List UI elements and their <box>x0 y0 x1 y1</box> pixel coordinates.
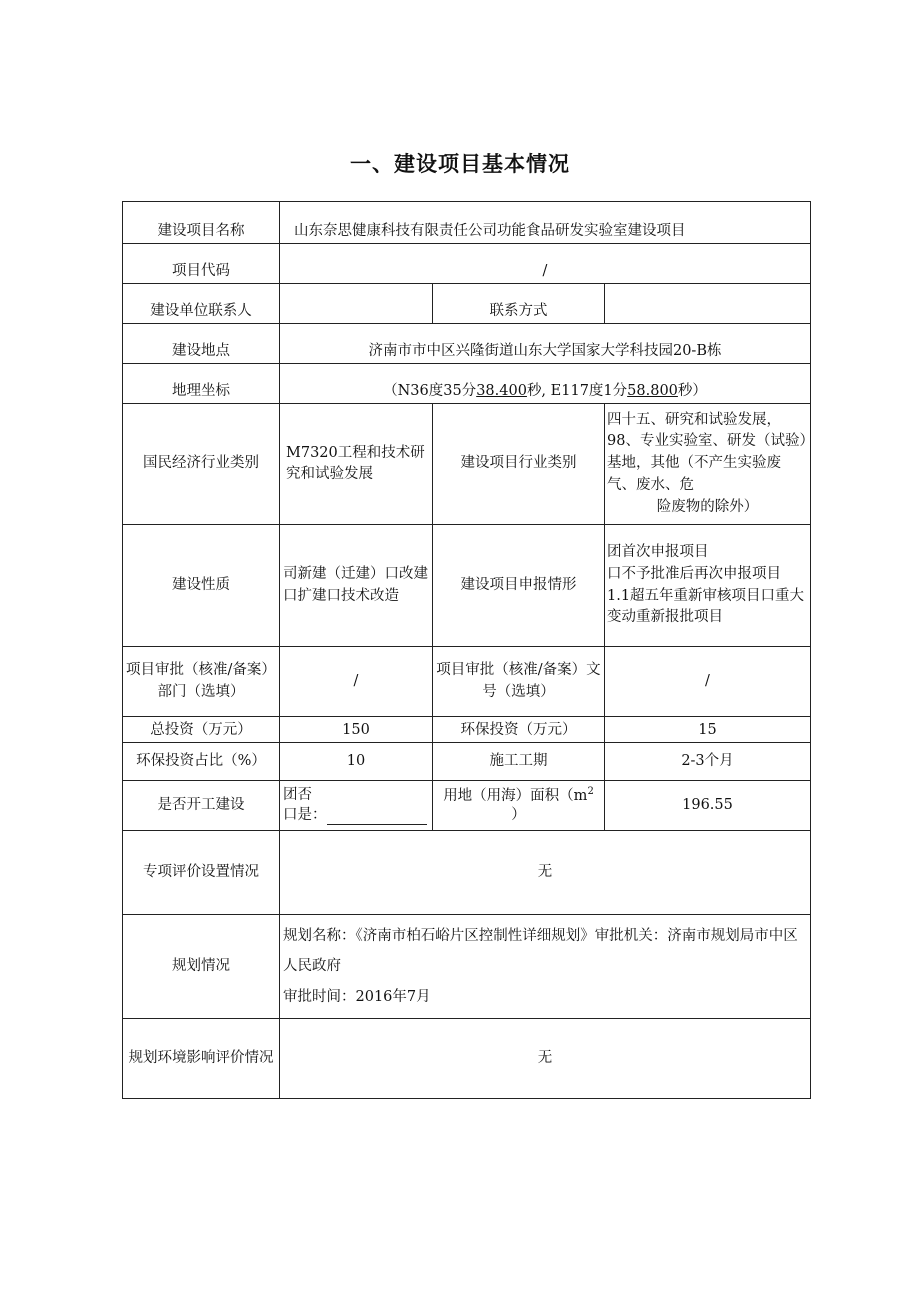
table-row <box>123 647 811 717</box>
report-option-2: 口不予批准后再次申报项目 <box>607 565 781 582</box>
coord-seconds-n: 38.400 <box>476 382 527 399</box>
coord-text-a: （N36度35分 <box>383 382 477 399</box>
location-label: 建设地点 <box>123 324 280 364</box>
code-label: 项目代码 <box>123 244 280 284</box>
report-option-3: 1.1超五年重新审核项目口重大变动重新报批项目 <box>607 587 805 626</box>
nature-value: 司新建（迁建）口改建口扩建口技术改造 <box>280 525 433 647</box>
period-value: 2-3个月 <box>605 743 811 781</box>
total-invest-value: 150 <box>280 717 433 743</box>
table-row <box>123 1019 811 1099</box>
table-row <box>123 324 811 364</box>
table-row <box>123 717 811 743</box>
started-option-no: 团否 <box>283 786 312 803</box>
special-label: 专项评价设置情况 <box>123 831 280 915</box>
env-ratio-value: 10 <box>280 743 433 781</box>
coord-text-e: 秒） <box>677 382 707 399</box>
plan-label: 规划情况 <box>123 915 280 1019</box>
total-invest-label: 总投资（万元） <box>123 717 280 743</box>
contact-method-value <box>605 284 811 324</box>
contact-label: 建设单位联系人 <box>123 284 280 324</box>
name-label: 建设项目名称 <box>123 202 280 244</box>
area-value: 196.55 <box>605 781 811 831</box>
project-industry-label: 建设项目行业类别 <box>433 404 605 525</box>
env-invest-label: 环保投资（万元） <box>433 717 605 743</box>
contact-value <box>280 284 433 324</box>
plan-value <box>280 915 811 1019</box>
plan-name-line: 规划名称：《济南市柏石峪片区控制性详细规划》审批机关：济南市规划局市中区人民政府 <box>283 927 798 975</box>
approval-dept-label: 项目审批（核准/备案）部门（选填） <box>123 647 280 717</box>
plan-env-label: 规划环境影响评价情况 <box>123 1019 280 1099</box>
report-label: 建设项目申报情形 <box>433 525 605 647</box>
contact-method-label: 联系方式 <box>433 284 605 324</box>
location-value: 济南市市中区兴隆街道山东大学国家大学科技园20-B栋 <box>280 324 811 364</box>
code-value: / <box>280 244 811 284</box>
table-row <box>123 831 811 915</box>
env-ratio-label: 环保投资占比（%） <box>123 743 280 781</box>
started-option-yes: 口是： <box>283 806 429 826</box>
table-row <box>123 202 811 244</box>
nature-label: 建设性质 <box>123 525 280 647</box>
approval-no-label: 项目审批（核准/备案）文号（选填） <box>433 647 605 717</box>
report-value <box>605 525 811 647</box>
report-option-1: 团首次申报项目 <box>607 544 709 560</box>
project-industry-line-2: 险废物的除外） <box>656 498 759 515</box>
page-title: 一、建设项目基本情况 <box>350 152 570 176</box>
special-value: 无 <box>280 831 811 915</box>
coord-label: 地理坐标 <box>123 364 280 404</box>
table-row <box>123 743 811 781</box>
env-invest-value: 15 <box>605 717 811 743</box>
started-blank-line <box>327 811 427 825</box>
table-row <box>123 364 811 404</box>
approval-no-value: / <box>605 647 811 717</box>
plan-time-line: 审批时间：2016年7月 <box>283 988 431 1005</box>
approval-dept-value: / <box>280 647 433 717</box>
table-row <box>123 244 811 284</box>
period-label: 施工工期 <box>433 743 605 781</box>
coord-text-c: 秒, E117度1分 <box>526 382 628 399</box>
table-row <box>123 915 811 1019</box>
area-label: 用地（用海）面积（$m^2$ ） <box>433 781 605 831</box>
table-row <box>123 404 811 525</box>
started-value <box>280 781 433 831</box>
project-industry-line-1: 四十五、研究和试验发展，98、专业实验室、研发（试验）基地，其他（不产生实验废气、废水、危 <box>607 411 807 493</box>
table-row <box>123 781 811 831</box>
coord-seconds-e: 58.800 <box>627 382 678 399</box>
name-value: 山东奈思健康科技有限责任公司功能食品研发实验室建设项目 <box>280 202 811 244</box>
table-row <box>123 284 811 324</box>
project-industry-value <box>605 404 811 525</box>
industry-label: 国民经济行业类别 <box>123 404 280 525</box>
industry-value: M7320工程和技术研究和试验发展 <box>280 404 433 525</box>
project-info-table <box>122 201 811 1099</box>
table-row <box>123 525 811 647</box>
started-label: 是否开工建设 <box>123 781 280 831</box>
coord-value <box>280 364 811 404</box>
plan-env-value: 无 <box>280 1019 811 1099</box>
